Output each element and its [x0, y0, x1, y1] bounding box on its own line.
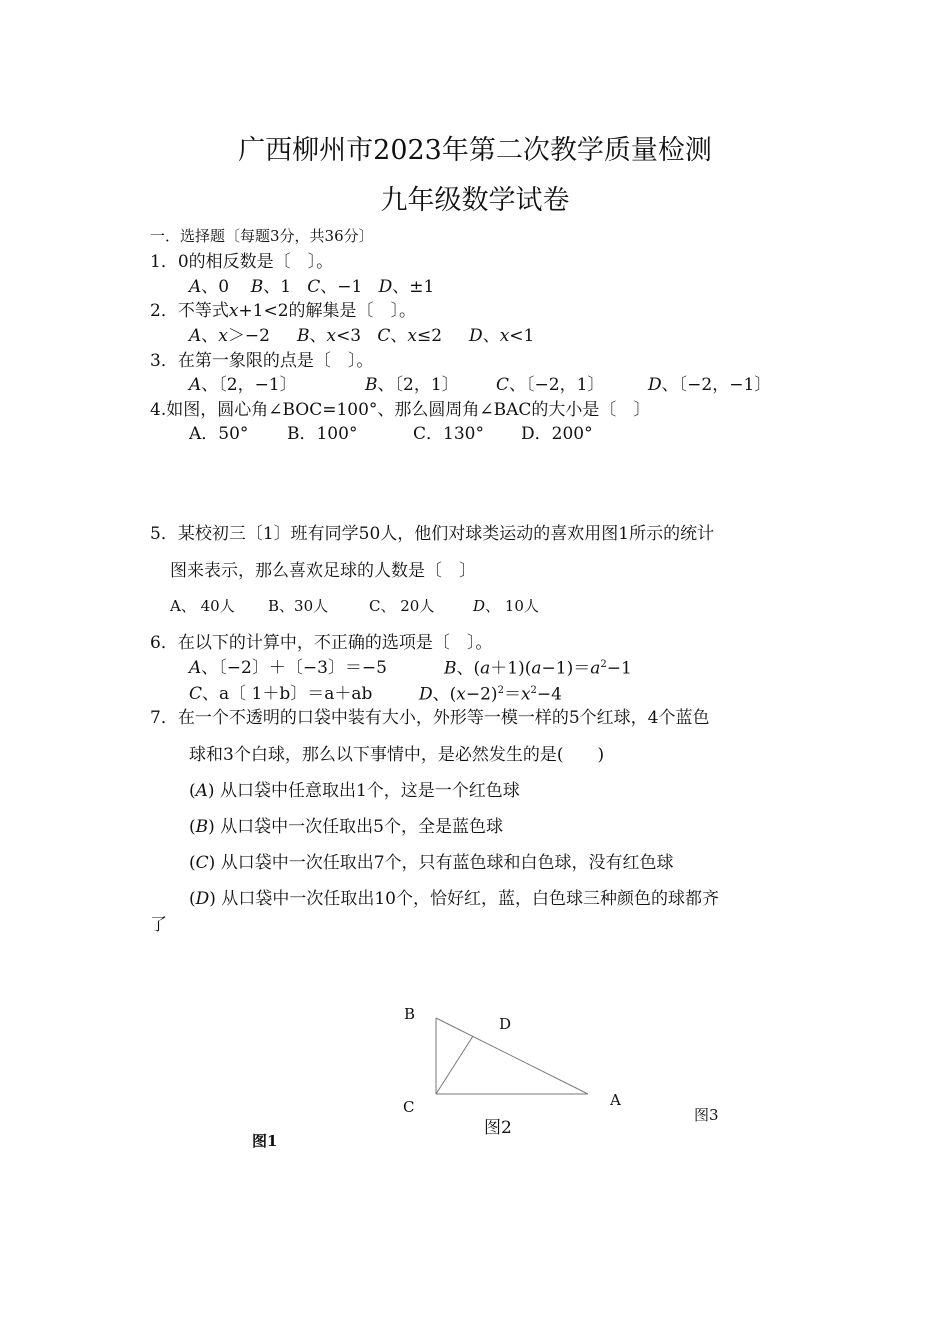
q6-option-d-sup1: 2	[497, 685, 504, 696]
exam-subtitle: 九年级数学试卷	[380, 185, 570, 216]
q7-option-b: 从口袋中一次任取出5个，全是蓝色球	[220, 817, 504, 837]
q2-option-a-sep: 、	[201, 326, 219, 346]
q2-option-a-key: A	[189, 326, 202, 346]
point-label-a: A	[610, 1091, 621, 1109]
q2-option-c-sep: 、	[390, 326, 408, 346]
q7-option-b-wrap: (B) 从口袋中一次任取出5个，全是蓝色球	[189, 817, 504, 837]
question-5-line2: 图来表示，那么喜欢足球的人数是〔 〕	[170, 561, 476, 581]
q5-option-a: A、 40人	[170, 597, 235, 615]
q5-option-d: 、 10人	[485, 597, 539, 615]
exam-title: 广西柳州市2023年第二次教学质量检测	[238, 135, 712, 166]
q6-option-b-mid: ＋1)(	[490, 658, 532, 679]
q6-option-c: 、a〔 1＋b〕＝a＋ab	[202, 684, 373, 704]
point-label-d: D	[499, 1015, 512, 1033]
q6-option-c-key: C	[189, 684, 203, 704]
q6-option-b-a2: a	[531, 658, 542, 679]
q2-option-a: ＞−2	[227, 326, 270, 346]
question-3-stem: 3．在第一象限的点是〔 〕。	[150, 351, 374, 371]
q6-option-a: 、〔−2〕＋〔−3〕＝−5	[201, 658, 387, 678]
q3-option-d: 、〔−2，−1〕	[661, 375, 772, 395]
q1-option-a: 、0	[201, 277, 230, 297]
q6-option-d-key: D	[419, 684, 433, 705]
segment-cd	[436, 1036, 473, 1094]
question-4-stem: 4.如图，圆心角∠BOC=100°、那么圆周角∠BAC的大小是〔 〕	[150, 400, 651, 420]
figure-3-caption: 图3	[694, 1106, 719, 1124]
question-1-stem: 1．0的相反数是〔 〕。	[150, 252, 334, 272]
q4-option-a: A．50°	[189, 424, 249, 444]
q1-option-b: 、1	[263, 277, 292, 297]
q2-option-b: <3	[336, 326, 362, 346]
q7-option-b-key: B	[195, 817, 209, 837]
figure-2-caption: 图2	[484, 1118, 512, 1138]
q6-option-b-sup: 2	[600, 659, 607, 670]
question-7-line2: 球和3个白球，那么以下事情中，是必然发生的是( )	[189, 745, 605, 765]
q4-option-d: D．200°	[521, 424, 593, 444]
q1-option-c: 、−1	[320, 277, 363, 297]
q1-option-d: 、±1	[392, 277, 435, 297]
q5-option-d-key: D	[473, 597, 486, 615]
q2-option-d-key: D	[469, 326, 483, 346]
q7-option-a: 从口袋中任意取出1个，这是一个红色球	[219, 781, 520, 801]
q6-option-b-pre: 、(	[456, 658, 481, 679]
q2-stem-post: +1<2的解集是〔 〕。	[238, 301, 417, 321]
q6-option-d-post: −4	[536, 684, 562, 705]
segment-ba	[436, 1015, 588, 1094]
q3-option-a: 、〔2，−1〕	[201, 375, 297, 395]
q3-option-d-key: D	[648, 375, 662, 395]
q7-option-c-wrap: (C) 从口袋中一次任取出7个，只有蓝色球和白色球，没有红色球	[189, 853, 674, 873]
q7-option-d-continued: 了	[150, 915, 167, 935]
q4-option-b: B．100°	[287, 424, 358, 444]
q5-option-b: B、30人	[268, 597, 329, 615]
q7-option-c: 从口袋中一次任取出7个，只有蓝色球和白色球，没有红色球	[220, 853, 674, 873]
q2-option-b-var: x	[326, 326, 337, 346]
q6-option-a-key: A	[189, 658, 202, 678]
q2-option-c-var: x	[407, 326, 417, 346]
q5-option-c: C、 20人	[369, 597, 435, 615]
q1-option-a-key: A	[189, 277, 202, 297]
q3-option-c-key: C	[496, 375, 510, 395]
q6-option-b-mid2: −1)＝	[541, 658, 591, 679]
q1-option-c-key: C	[307, 277, 321, 297]
q7-option-d: 从口袋中一次任取出10个，恰好红，蓝，白色球三种颜色的球都齐	[221, 889, 719, 909]
q1-option-b-key: B	[250, 277, 264, 297]
q7-option-a-key: A	[195, 781, 208, 801]
q6-option-b-key: B	[444, 658, 457, 679]
q2-option-c-key: C	[377, 326, 391, 346]
q2-stem-pre: 2．不等式	[150, 301, 229, 321]
question-5-line1: 5．某校初三〔1〕班有同学50人，他们对球类运动的喜欢用图1所示的统计	[150, 524, 715, 544]
q6-option-b-a1: a	[480, 658, 491, 679]
q2-option-b-sep: 、	[309, 326, 327, 346]
point-label-b: B	[404, 1005, 416, 1023]
q3-option-c: 、〔−2，1〕	[509, 375, 605, 395]
q2-option-b-key: B	[296, 326, 310, 346]
q6-option-d-pre: 、(	[432, 684, 457, 705]
q4-option-c: C．130°	[413, 424, 484, 444]
q7-option-d-wrap: (D) 从口袋中一次任取出10个，恰好红，蓝，白色球三种颜色的球都齐	[189, 889, 719, 909]
q2-stem-var: x	[228, 301, 239, 321]
q6-option-d-sup2: 2	[530, 685, 537, 696]
q2-option-d-sep: 、	[482, 326, 500, 346]
q6-option-d-x2: x	[520, 684, 531, 705]
q6-option-d-eq: ＝	[503, 684, 521, 705]
q3-option-a-key: A	[189, 375, 202, 395]
q7-option-c-key: C	[195, 853, 209, 873]
question-6-stem: 6．在以下的计算中，不正确的选项是〔 〕。	[150, 633, 493, 653]
q7-option-d-key: D	[195, 889, 210, 909]
q6-option-b-a3: a	[590, 658, 601, 679]
q3-option-b: 、〔2，1〕	[377, 375, 459, 395]
q6-option-d-x1: x	[456, 684, 466, 705]
q2-option-a-var: x	[218, 326, 228, 346]
section-heading: 一．选择题〔每题3分，共36分〕	[150, 227, 374, 245]
q6-option-b-post: −1	[606, 658, 632, 679]
q2-option-d: <1	[509, 326, 535, 346]
figure-1-caption: 图1	[252, 1132, 278, 1150]
q3-option-b-key: B	[365, 375, 378, 395]
q7-option-a-wrap: (A) 从口袋中任意取出1个，这是一个红色球	[189, 781, 520, 801]
q2-option-c: ≤2	[416, 326, 443, 346]
point-label-c: C	[403, 1098, 415, 1116]
question-7-line1: 7．在一个不透明的口袋中装有大小，外形等一模一样的5个红球，4个蓝色	[150, 708, 710, 728]
q2-option-d-var: x	[499, 326, 510, 346]
q1-option-d-key: D	[378, 277, 393, 297]
q6-option-d-mid: −2)	[465, 684, 498, 705]
